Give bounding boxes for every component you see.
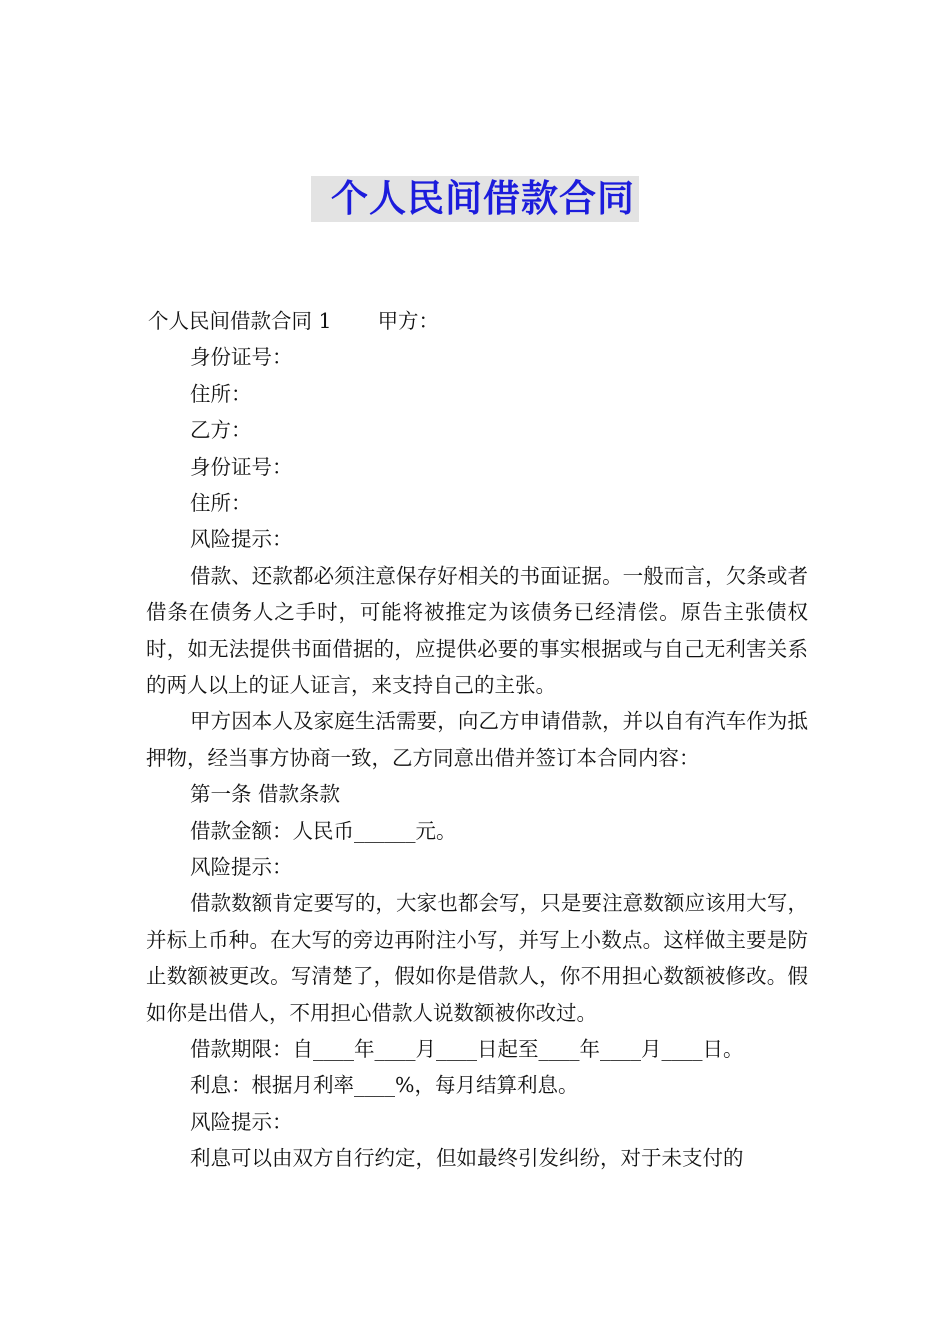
risk-notice-paragraph-1: 借款、还款都必须注意保存好相关的书面证据。一般而言，欠条或者借条在债务人之手时，可能将被推定为该债务已经清偿。原告主张债权时，如无法提供书面借据的，应提供必要的事实根据或与自己无利害关系的两人以上的证人证言，来支持自己的主张。	[146, 563, 808, 697]
party-b-id-label: 身份证号：	[190, 454, 293, 479]
risk-notice-heading-2: 风险提示：	[190, 854, 293, 879]
party-b-label: 乙方：	[190, 418, 252, 443]
title-container	[0, 176, 950, 222]
risk-notice-paragraph-3: 利息可以由双方自行约定，但如最终引发纠纷，对于未支付的	[190, 1146, 744, 1171]
article-1-heading: 第一条 借款条款	[190, 782, 341, 807]
document-body	[146, 303, 808, 1177]
risk-notice-paragraph-2: 借款数额肯定要写的，大家也都会写，只是要注意数额应该用大写，并标上币种。在大写的旁边再附注小写，并写上小数点。这样做主要是防止数额被更改。写清楚了，假如你是借款人，你不用担心数额被修改。假如你是出借人，不用担心借款人说数额被你改过。	[146, 891, 808, 1025]
loan-term-line: 借款期限：自____年____月____日起至____年____月____日。	[190, 1036, 744, 1061]
loan-purpose-paragraph: 甲方因本人及家庭生活需要，向乙方申请借款，并以自有汽车作为抵押物，经当事方协商一致，乙方同意出借并签订本合同内容：	[146, 709, 808, 770]
party-a-label: 甲方：	[377, 309, 440, 333]
contract-heading-line	[146, 303, 808, 339]
party-b-address-label: 住所：	[190, 490, 252, 515]
interest-line: 利息：根据月利率____%，每月结算利息。	[190, 1073, 579, 1098]
loan-amount-line: 借款金额：人民币______元。	[190, 818, 457, 843]
risk-notice-heading-1: 风险提示：	[190, 527, 293, 552]
party-a-id-label: 身份证号：	[190, 345, 293, 370]
risk-notice-heading-3: 风险提示：	[190, 1109, 293, 1134]
party-a-address-label: 住所：	[190, 381, 252, 406]
contract-number-heading: 个人民间借款合同 1	[148, 309, 332, 333]
document-title: 个人民间借款合同	[311, 176, 639, 222]
